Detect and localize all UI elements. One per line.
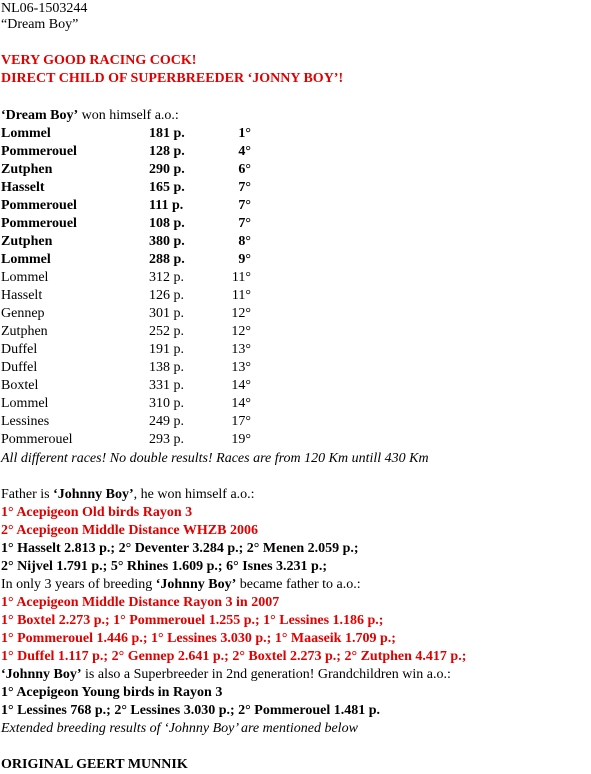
breeding-intro	[1, 576, 361, 594]
result-place: Gennep	[1, 306, 45, 321]
grandchildren-intro-name: ‘Johnny Boy’	[1, 667, 82, 682]
result-place: Hasselt	[1, 180, 45, 195]
result-points: 165 p.	[149, 180, 185, 195]
result-rank: 4°	[238, 144, 251, 159]
result-place: Duffel	[1, 360, 38, 375]
results-intro-text: won himself a.o.:	[78, 108, 179, 123]
result-rank: 17°	[231, 414, 251, 429]
result-rank: 19°	[231, 432, 251, 447]
result-rank: 13°	[231, 360, 251, 375]
result-points: 380 p.	[149, 234, 185, 249]
grandchildren-title: 1° Acepigeon Young birds in Rayon 3	[1, 685, 223, 700]
father-intro-post: , he won himself a.o.:	[133, 487, 255, 502]
result-points: 126 p.	[149, 288, 184, 303]
father-title-1: 1° Acepigeon Old birds Rayon 3	[1, 505, 193, 520]
result-rank: 9°	[238, 252, 251, 267]
result-points: 191 p.	[149, 342, 184, 357]
breeding-title: 1° Acepigeon Middle Distance Rayon 3 in 2007	[1, 595, 280, 610]
result-points: 293 p.	[149, 432, 184, 447]
result-points: 290 p.	[149, 162, 185, 177]
result-place: Pommerouel	[1, 216, 77, 231]
father-results-2: 2° Nijvel 1.791 p.; 5° Rhines 1.609 p.; 6° Isnes 3.231 p.;	[1, 559, 327, 574]
result-points: 312 p.	[149, 270, 184, 285]
pigeon-name: “Dream Boy”	[1, 17, 79, 32]
result-rank: 1°	[238, 126, 251, 141]
results-intro	[1, 107, 179, 125]
breeding-results-1: 1° Boxtel 2.273 p.; 1° Pommerouel 1.255 p.; 1° Lessines 1.186 p.;	[1, 613, 384, 628]
result-place: Zutphen	[1, 162, 53, 177]
result-place: Lommel	[1, 252, 51, 267]
result-rank: 7°	[238, 180, 251, 195]
breeding-intro-post: became father to a.o.:	[236, 577, 361, 592]
grandchildren-intro	[1, 666, 451, 684]
result-points: 108 p.	[149, 216, 185, 231]
result-points: 310 p.	[149, 396, 184, 411]
breeding-intro-name: ‘Johnny Boy’	[155, 577, 237, 592]
result-place: Pommerouel	[1, 432, 73, 447]
grandchildren-results: 1° Lessines 768 p.; 2° Lessines 3.030 p.; 2° Pommerouel 1.481 p.	[1, 703, 380, 718]
breeding-intro-pre: In only 3 years of breeding	[1, 577, 156, 592]
result-rank: 12°	[231, 324, 251, 339]
ring-number: NL06-1503244	[1, 1, 88, 16]
result-place: Boxtel	[1, 378, 39, 393]
breeding-results-2: 1° Pommerouel 1.446 p.; 1° Lessines 3.030 p.; 1° Maaseik 1.709 p.;	[1, 631, 396, 646]
headline-line-1: VERY GOOD RACING COCK!	[1, 53, 197, 68]
result-place: Lommel	[1, 396, 49, 411]
breeding-results-3: 1° Duffel 1.117 p.; 2° Gennep 2.641 p.; 2° Boxtel 2.273 p.; 2° Zutphen 4.417 p.;	[1, 649, 467, 664]
result-rank: 8°	[238, 234, 251, 249]
result-rank: 12°	[231, 306, 251, 321]
father-intro	[1, 486, 255, 504]
result-points: 111 p.	[149, 198, 184, 213]
result-rank: 7°	[238, 198, 251, 213]
result-place: Lommel	[1, 270, 49, 285]
result-place: Zutphen	[1, 234, 53, 249]
headline-line-2: DIRECT CHILD OF SUPERBREEDER ‘JONNY BOY’!	[1, 71, 344, 86]
result-rank: 14°	[231, 378, 251, 393]
result-rank: 11°	[231, 270, 251, 285]
results-intro-name: ‘Dream Boy’	[1, 108, 79, 123]
extended-results-note: Extended breeding results of ‘Johnny Boy’ are mentioned below	[1, 721, 358, 736]
father-intro-name: ‘Johnny Boy’	[53, 487, 134, 502]
father-results-1: 1° Hasselt 2.813 p.; 2° Deventer 3.284 p.; 2° Menen 2.059 p.;	[1, 541, 359, 556]
result-points: 252 p.	[149, 324, 184, 339]
signature: ORIGINAL GEERT MUNNIK	[1, 757, 188, 772]
result-points: 288 p.	[149, 252, 185, 267]
result-place: Zutphen	[1, 324, 48, 339]
result-place: Duffel	[1, 342, 38, 357]
result-points: 249 p.	[149, 414, 184, 429]
result-points: 128 p.	[149, 144, 185, 159]
result-points: 181 p.	[149, 126, 185, 141]
father-title-2: 2° Acepigeon Middle Distance WHZB 2006	[1, 523, 258, 538]
grandchildren-intro-text: is also a Superbreeder in 2nd generation! Grandchildren win a.o.:	[81, 667, 451, 682]
result-place: Pommerouel	[1, 198, 77, 213]
result-place: Lessines	[1, 414, 50, 429]
result-rank: 7°	[238, 216, 251, 231]
result-points: 301 p.	[149, 306, 184, 321]
result-points: 331 p.	[149, 378, 184, 393]
result-points: 138 p.	[149, 360, 184, 375]
result-rank: 11°	[231, 288, 251, 303]
result-rank: 14°	[231, 396, 251, 411]
result-rank: 13°	[231, 342, 251, 357]
result-place: Lommel	[1, 126, 51, 141]
result-place: Pommerouel	[1, 144, 77, 159]
father-intro-pre: Father is	[1, 487, 54, 502]
results-note: All different races! No double results! Races are from 120 Km untill 430 Km	[1, 451, 429, 466]
result-place: Hasselt	[1, 288, 43, 303]
result-rank: 6°	[238, 162, 251, 177]
